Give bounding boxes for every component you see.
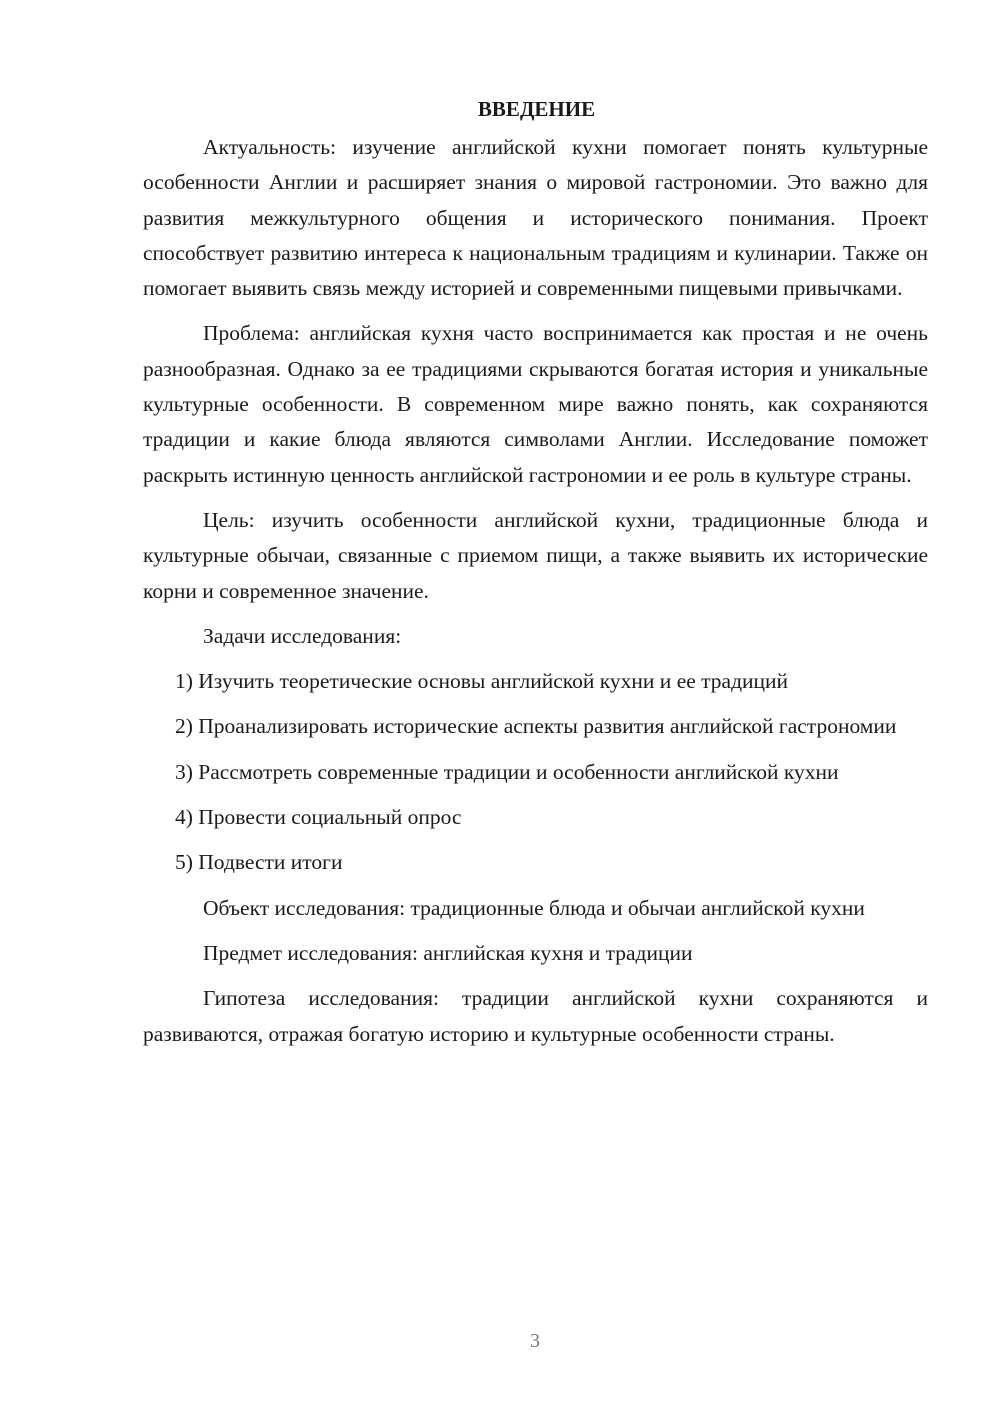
section-heading: ВВЕДЕНИЕ <box>477 97 596 121</box>
tasks-title: Задачи исследования: <box>203 623 402 648</box>
page-number: 3 <box>530 1330 540 1352</box>
task-item: 4) Провести социальный опрос <box>175 805 462 830</box>
task-item: 5) Подвести итоги <box>175 850 343 875</box>
relevance-paragraph: Актуальность: изучение английской кухни помогает понять культурные особенности Англии и расширяет знания о мировой гастрономии. Это важно для развития межкультурного общения и исторического понимания. Проект способствует развитию интереса к национальным традициям и кулинарии. Также он помогает выявить связь между историей и современными пищевыми привычками. <box>143 135 928 301</box>
problem-paragraph: Проблема: английская кухня часто воспринимается как простая и не очень разнообразная. Однако за ее традициями скрываются богатая история и уникальные культурные особенности. В современном мире важно понять, как сохраняются традиции и какие блюда являются символами Англии. Исследование поможет раскрыть истинную ценность английской гастрономии и ее роль в культуре страны. <box>143 321 928 487</box>
task-item: 1) Изучить теоретические основы английской кухни и ее традиций <box>175 669 789 694</box>
object-paragraph: Объект исследования: традиционные блюда и обычаи английской кухни <box>203 895 865 920</box>
task-item: 3) Рассмотреть современные традиции и особенности английской кухни <box>175 759 839 784</box>
document-page <box>143 92 928 1052</box>
hypothesis-paragraph: Гипотеза исследования: традиции английской кухни сохраняются и развиваются, отражая богатую историю и культурные особенности страны. <box>143 986 928 1046</box>
subject-paragraph: Предмет исследования: английская кухня и традиции <box>203 940 693 965</box>
goal-paragraph: Цель: изучить особенности английской кухни, традиционные блюда и культурные обычаи, связанные с приемом пищи, а также выявить их исторические корни и современное значение. <box>143 507 928 603</box>
task-item: 2) Проанализировать исторические аспекты развития английской гастрономии <box>175 714 897 739</box>
